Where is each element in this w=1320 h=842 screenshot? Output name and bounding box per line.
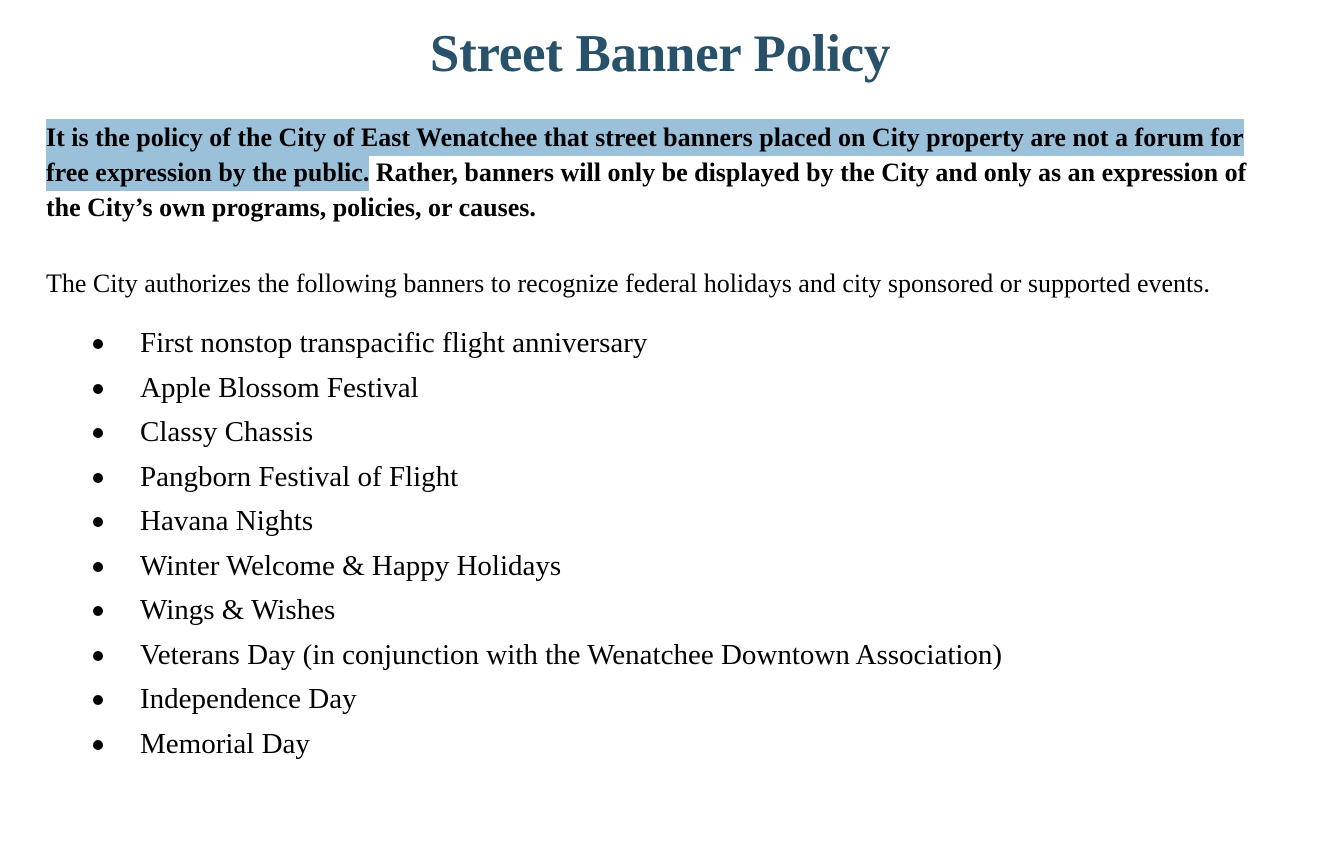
bullet-icon bbox=[93, 695, 103, 705]
list-item-label: Veterans Day (in conjunction with the Wenatchee Downtown Association) bbox=[140, 638, 1003, 671]
list-item bbox=[46, 588, 1274, 633]
bullet-icon bbox=[93, 740, 103, 750]
bullet-icon bbox=[93, 428, 103, 438]
bullet-icon bbox=[93, 651, 103, 661]
intro-paragraph: The City authorizes the following banners to recognize federal holidays and city sponsored or supported events. bbox=[46, 269, 1210, 298]
policy-statement bbox=[46, 120, 1274, 225]
policy-statement-rest: Rather, banners will only be displayed by the City and only as an expression of the City’s own programs, policies, or causes. bbox=[46, 158, 1247, 222]
selected-text-highlight[interactable]: It is the policy of the City of East Wenatchee that street banners placed on City property are not a forum for free expression by the public. bbox=[46, 119, 1244, 191]
list-item-label: Winter Welcome & Happy Holidays bbox=[140, 549, 562, 582]
bullet-icon bbox=[93, 606, 103, 616]
bullet-icon bbox=[93, 384, 103, 394]
list-item-label: Classy Chassis bbox=[140, 416, 314, 448]
list-item bbox=[46, 544, 1274, 589]
list-item-label: Memorial Day bbox=[140, 727, 310, 760]
list-item bbox=[46, 366, 1274, 411]
list-item bbox=[46, 410, 1274, 455]
list-item bbox=[46, 677, 1274, 722]
bullet-icon bbox=[93, 339, 103, 349]
banner-event-list bbox=[46, 321, 1274, 766]
list-item-label: Independence Day bbox=[140, 683, 357, 715]
bullet-icon bbox=[93, 562, 103, 572]
list-item bbox=[46, 321, 1274, 366]
bullet-icon bbox=[93, 517, 103, 527]
list-item bbox=[46, 455, 1274, 500]
page-title: Street Banner Policy bbox=[429, 25, 891, 83]
list-item bbox=[46, 499, 1274, 544]
list-item-label: Wings & Wishes bbox=[140, 594, 336, 626]
list-item bbox=[46, 722, 1274, 767]
list-item-label: Pangborn Festival of Flight bbox=[140, 460, 459, 493]
list-item bbox=[46, 633, 1274, 678]
list-item-label: Apple Blossom Festival bbox=[140, 371, 419, 404]
list-item-label: First nonstop transpacific flight anniversary bbox=[140, 327, 648, 359]
list-item-label: Havana Nights bbox=[140, 505, 314, 537]
bullet-icon bbox=[93, 473, 103, 483]
